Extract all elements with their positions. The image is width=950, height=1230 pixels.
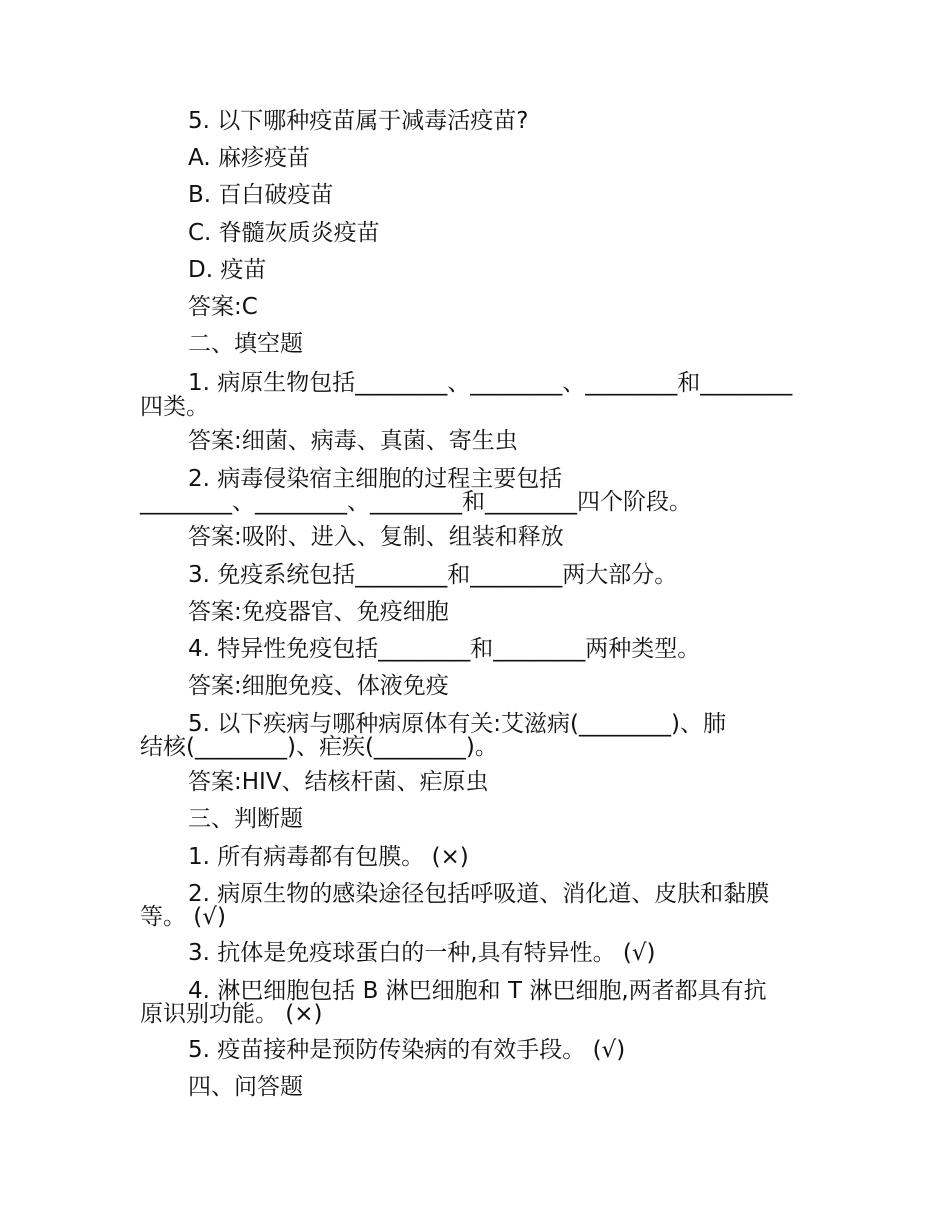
tf-q5: 5. 疫苗接种是预防传染病的有效手段。 (√) [188, 1037, 626, 1063]
fill-q5-answer: 答案:HIV、结核杆菌、疟原虫 [188, 769, 489, 795]
fill-q2-line1: 2. 病毒侵染宿主细胞的过程主要包括 [188, 466, 563, 492]
tf-q2-line1: 2. 病原生物的感染途径包括呼吸道、消化道、皮肤和黏膜 [188, 881, 770, 907]
mc-option-b: B. 百白破疫苗 [188, 182, 334, 208]
tf-q4-line1: 4. 淋巴细胞包括 B 淋巴细胞和 T 淋巴细胞,两者都具有抗 [188, 978, 767, 1004]
fill-q3-answer: 答案:免疫器官、免疫细胞 [188, 599, 449, 625]
fill-q5-line1: 5. 以下疾病与哪种病原体有关:艾滋病(________)、肺 [188, 711, 726, 737]
fill-q2-answer: 答案:吸附、进入、复制、组装和释放 [188, 524, 564, 550]
mc-option-a: A. 麻疹疫苗 [188, 145, 310, 171]
mc-question-5: 5. 以下哪种疫苗属于减毒活疫苗? [188, 108, 529, 134]
tf-q4-line2: 原识别功能。 (×) [140, 1001, 323, 1027]
fill-q1-line1: 1. 病原生物包括________、________、________和________ [188, 370, 793, 396]
section-heading-true-false: 三、判断题 [188, 806, 303, 832]
mc-answer: 答案:C [188, 294, 258, 320]
section-heading-qa: 四、问答题 [188, 1074, 303, 1100]
mc-option-d: D. 疫苗 [188, 257, 267, 283]
fill-q3: 3. 免疫系统包括________和________两大部分。 [188, 562, 678, 588]
section-heading-fill-blank: 二、填空题 [188, 331, 303, 357]
fill-q4-answer: 答案:细胞免疫、体液免疫 [188, 673, 449, 699]
tf-q2-line2: 等。 (√) [140, 904, 226, 930]
fill-q4: 4. 特异性免疫包括________和________两种类型。 [188, 636, 701, 662]
fill-q1-answer: 答案:细菌、病毒、真菌、寄生虫 [188, 428, 518, 454]
fill-q2-line2: ________、________、________和________四个阶段。 [140, 489, 692, 515]
tf-q1: 1. 所有病毒都有包膜。 (×) [188, 844, 469, 870]
tf-q3: 3. 抗体是免疫球蛋白的一种,具有特异性。 (√) [188, 940, 656, 966]
mc-option-c: C. 脊髓灰质炎疫苗 [188, 220, 380, 246]
fill-q1-line2: 四类。 [140, 394, 209, 420]
fill-q5-line2: 结核(________)、疟疾(________)。 [140, 734, 498, 760]
